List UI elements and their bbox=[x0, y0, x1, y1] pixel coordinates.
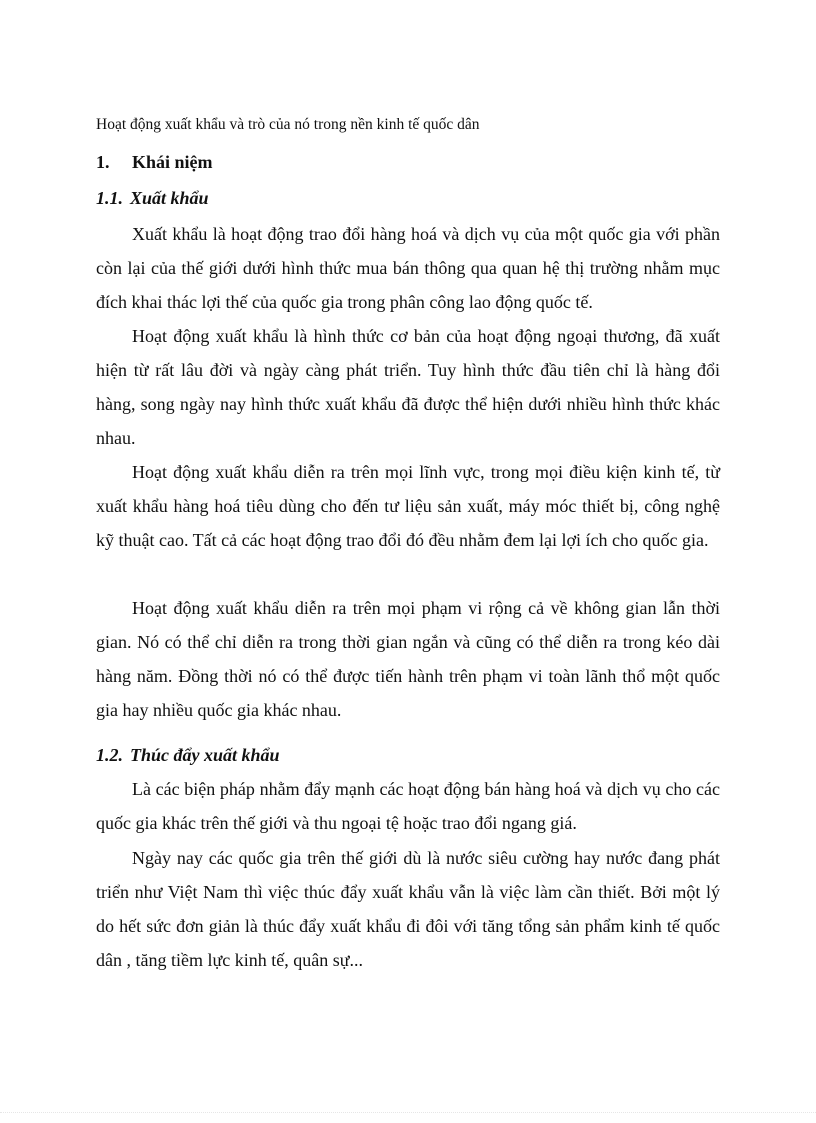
paragraph: Ngày nay các quốc gia trên thế giới dù là nước siêu cường hay nước đang phát triển như Việt Nam thì việc thúc đẩy xuất khẩu vẫn là việc làm cần thiết. Bởi một lý do hết sức đơn giản là thúc đẩy xuất khẩu đi đôi với tăng tổng sản phẩm kinh tế quốc dân , tăng tiềm lực kinh tế, quân sự... bbox=[96, 848, 720, 970]
subsection-number: 1.2. bbox=[96, 745, 123, 765]
page-bottom-divider bbox=[0, 1112, 816, 1113]
subsection-title: Xuất khẩu bbox=[130, 188, 209, 208]
section-number: 1. bbox=[96, 152, 110, 172]
paragraph: Hoạt động xuất khẩu diễn ra trên mọi phạm vi rộng cả về không gian lẫn thời gian. Nó có thể chỉ diễn ra trong thời gian ngắn và cũng có thể diễn ra trong kéo dài hàng năm. Đồng thời nó có thể được tiến hành trên phạm vi toàn lãnh thổ một quốc gia hay nhiều quốc gia khác nhau. bbox=[96, 598, 720, 720]
subsection-number: 1.1. bbox=[96, 188, 123, 208]
paragraph: Hoạt động xuất khẩu diễn ra trên mọi lĩnh vực, trong mọi điều kiện kinh tế, từ xuất khẩu hàng hoá tiêu dùng cho đến tư liệu sản xuất, máy móc thiết bị, công nghệ kỹ thuật cao. Tất cả các hoạt động trao đổi đó đều nhằm đem lại lợi ích cho quốc gia. bbox=[96, 462, 720, 550]
section-heading-khai-niem bbox=[96, 150, 213, 174]
section-title: Khái niệm bbox=[132, 152, 213, 172]
subsection-heading-thuc-day-xuat-khau bbox=[96, 743, 280, 767]
paragraph: Xuất khẩu là hoạt động trao đổi hàng hoá và dịch vụ của một quốc gia với phần còn lại của thế giới dưới hình thức mua bán thông qua quan hệ thị trường nhằm mục đích khai thác lợi thế của quốc gia trong phân công lao động quốc tế. bbox=[96, 224, 720, 312]
paragraph: Hoạt động xuất khẩu là hình thức cơ bản của hoạt động ngoại thương, đã xuất hiện từ rất lâu đời và ngày càng phát triển. Tuy hình thức đầu tiên chỉ là hàng đổi hàng, song ngày nay hình thức xuất khẩu đã được thể hiện dưới nhiều hình thức khác nhau. bbox=[96, 326, 720, 448]
subsection-title: Thúc đẩy xuất khẩu bbox=[130, 745, 280, 765]
paragraph: Là các biện pháp nhằm đẩy mạnh các hoạt động bán hàng hoá và dịch vụ cho các quốc gia khác trên thế giới và thu ngoại tệ hoặc trao đổi ngang giá. bbox=[96, 779, 720, 833]
document-title: Hoạt động xuất khẩu và trò của nó trong nền kinh tế quốc dân bbox=[96, 116, 480, 133]
subsection-heading-xuat-khau bbox=[96, 186, 209, 210]
